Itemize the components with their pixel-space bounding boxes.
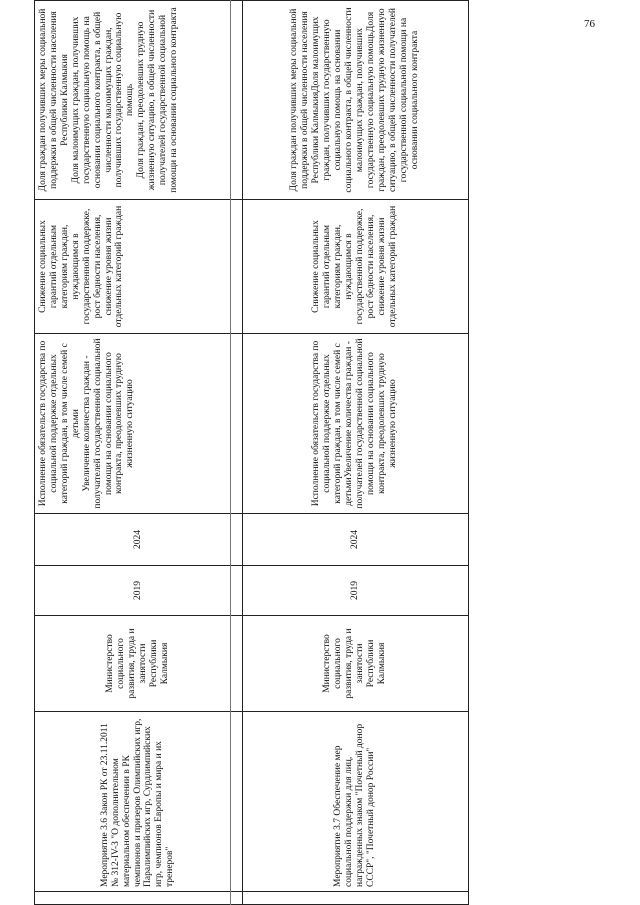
executor-cell: [242, 615, 468, 711]
executor-cell: [34, 615, 242, 711]
start-year-cell: [242, 565, 468, 615]
table-row: [34, 0, 243, 905]
measure-name: Мероприятие 3.7 Обеспечение мер социальной поддержки для лиц, награжденных знаком "Почетный донор СССР", "Почетный донор России": [333, 723, 376, 887]
row-number-cell: [34, 891, 242, 905]
executor: Министерство социального развития, труда и занятости Республики Калмыкия: [322, 628, 387, 699]
start-year-cell: [34, 565, 242, 615]
start-year: 2019: [132, 581, 143, 600]
page-number: 76: [584, 18, 595, 30]
end-year: 2024: [349, 530, 360, 549]
measure-name: Мероприятие 3.6 Закон РК от 23.11.2011 № 312-IV-З "О дополнительном материальном обеспечении в РК чемпионов и призеров Олимпийских игр, Паралимпийских игр, Сурдлимпийских игр, чемпионов Европы и мира и их тренеров": [99, 718, 176, 887]
indicators-cell: [34, 0, 242, 199]
expected-result-cell: [34, 333, 242, 513]
start-year: 2019: [349, 581, 360, 600]
program-measures-table: [4, 0, 484, 905]
expected-result: Исполнение обязательств государства по социальной поддержке отдельных категорий граждан, в том числе семей с детьми Увеличение количества граждан - получателей государственной социальной помощи на основании социального контракта, преодолевших трудную жизненную ситуацию: [38, 338, 136, 509]
expected-result: Исполнение обязательств государства по социальной поддержке отдельных категорий граждан, в том числе семей с детьмиУвеличение количества граждан - получателей государственной социальной помощи на основании социального контракта, преодолевших трудную жизненную ситуацию: [311, 338, 398, 509]
table-row: [242, 0, 469, 905]
executor: Министерство социального развития, труда и занятости Республики Калмыкия: [105, 628, 170, 699]
measure-name-cell: [242, 711, 468, 891]
consequences: Снижение социальных гарантий отдельным категориям граждан, нуждающимся в государственной поддержке, рост бедности населения, снижение уровня жизни отдельных категорий граждан: [311, 205, 398, 328]
expected-result-cell: [242, 333, 468, 513]
indicators: Доля граждан получивших меры социальной поддержки в общей численности населения Республики КалмыкияДоля малоимущих граждан, получивших государственную социальную помощь на основании социального контракта, в общей численности малоимущих граждан, получивших государственную социальную помощьДоля граждан, преодолевших трудную жизненную ситуацию, в общей численности получателей государственной социальной помощи на основании социального контракта: [289, 7, 420, 193]
end-year: 2024: [132, 530, 143, 549]
consequences: Снижение социальных гарантий отдельным категориям граждан, нуждающимся в государственной поддержке, рост бедности населения, снижение уровня жизни отдельных категорий граждан: [38, 205, 125, 328]
consequences-cell: [34, 199, 242, 333]
end-year-cell: [34, 513, 242, 565]
row-separator: [230, 0, 231, 905]
measure-name-cell: [34, 711, 242, 891]
indicators: Доля граждан получивших меры социальной поддержки в общей численности населения Республики Калмыкия Доля малоимущих граждан, получивших государственную социальную помощь на основании социального контракта, в общей численности малоимущих граждан, получивших государственную социальную помощь Доля граждан, преодолевших трудную жизненную ситуацию, в общей численности получателей государственной социальной помощи на основании социального контракта: [38, 7, 180, 193]
end-year-cell: [242, 513, 468, 565]
row-number-cell: [242, 891, 468, 905]
consequences-cell: [242, 199, 468, 333]
indicators-cell: [242, 0, 468, 199]
